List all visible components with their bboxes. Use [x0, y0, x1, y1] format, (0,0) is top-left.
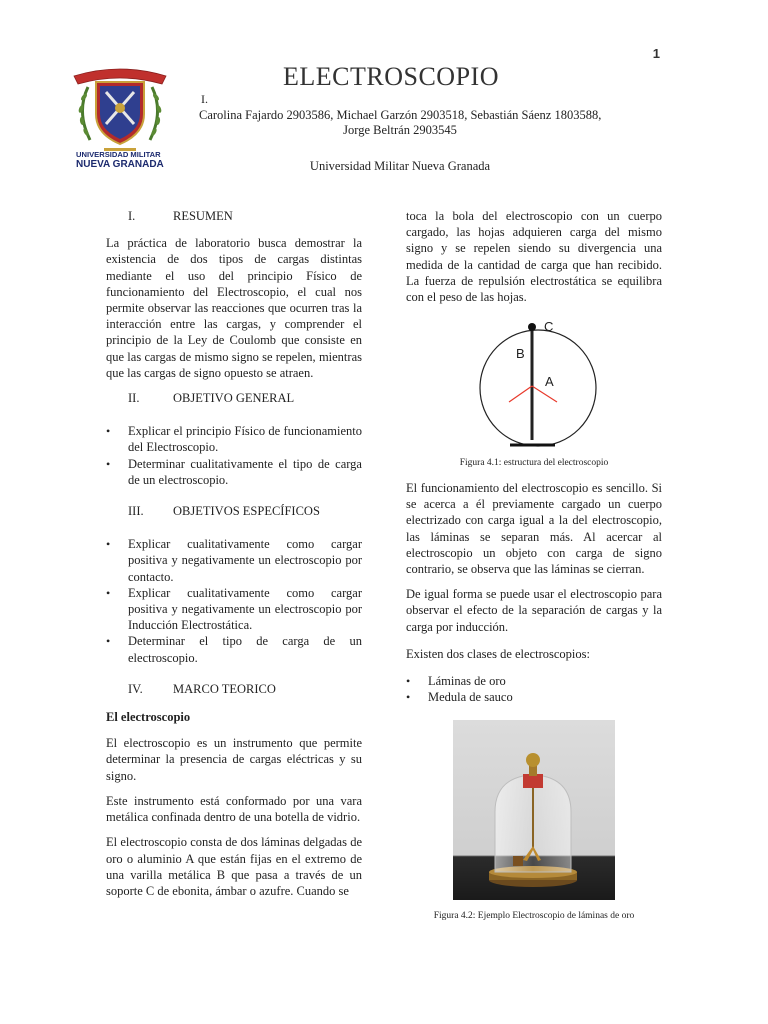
heading-text: OBJETIVO GENERAL — [173, 391, 295, 406]
paragraph: El electroscopio es un instrumento que permite determinar la presencia de cargas eléctricas y su signo. — [106, 736, 362, 783]
university-name: Universidad Militar Nueva Granada — [309, 159, 491, 173]
resumen-heading — [106, 208, 362, 224]
heading-text: MARCO TEORICO — [173, 681, 276, 696]
heading-text: RESUMEN — [173, 209, 233, 223]
list-item: • Determinar el tipo de carga de un electroscopio. — [106, 633, 362, 665]
rod-ball — [528, 323, 536, 331]
paragraph: Este instrumento está conformado por una vara metálica confinada dentro de una botella de vidrio. — [106, 793, 362, 825]
paragraph: Existen dos clases de electroscopios: — [406, 646, 590, 661]
authors-line-1: Carolina Fajardo 2903586, Michael Garzón 2903518, Sebastián Sáenz 1803588, — [199, 108, 602, 122]
resumen-paragraph: La práctica de laboratorio busca demostrar la existencia de dos tipos de cargas distintas mediante el uso del principio Físico de funcionamiento del Electroscopio, el cual nos permite observar las reacciones que ocurren tras la interacción entre las cargas, y comprender el principio de la Ley de Coulomb que consiste en que las cargas de mismo signo se repelen, mientras que las cargas de signo opuesto se atraen. — [106, 236, 362, 380]
list-item: • Explicar cualitativamente como cargar positiva y negativamente un electroscopio por Inducción Electrostática. — [106, 585, 362, 634]
left-column — [106, 208, 362, 899]
objetivos-especificos-list — [106, 536, 362, 666]
label-c: C — [544, 319, 554, 334]
list-item: • Explicar cualitativamente como cargar positiva y negativamente un electroscopio por contacto. — [106, 536, 362, 585]
paragraph: El funcionamiento del electroscopio es sencillo. Si se acerca a él previamente cargado un cuerpo electrizado con carga igual a la del electroscopio, las láminas se separan más. Al acercar al electroscopio un objeto con carga de signo contrario, se observa que las láminas se cierran. — [406, 481, 662, 577]
electroscope-diagram — [473, 316, 603, 452]
electroscope-photo — [453, 720, 615, 900]
subheading: El electroscopio — [106, 710, 191, 725]
heading-number: IV. — [128, 681, 143, 696]
label-a: A — [545, 374, 554, 389]
list-item: • Determinar cualitativamente el tipo de carga de un electroscopio. — [106, 456, 362, 488]
marco-teorico-heading — [106, 681, 362, 697]
logo-line1: UNIVERSIDAD MILITAR — [76, 150, 161, 159]
heading-number: I. — [128, 209, 136, 223]
objetivo-general-heading — [106, 390, 362, 406]
heading-number: III. — [128, 504, 144, 519]
objetivos-especificos-heading — [106, 503, 362, 519]
list-item: • Láminas de oro — [406, 673, 662, 689]
paragraph: toca la bola del electroscopio con un cuerpo cargado, las hojas adquieren carga del mismo signo y se repelen siendo su divergencia una medida de la cantidad de carga que han recibido. La fuerza de repulsión electrostática se equilibra con el peso de las hojas. — [406, 209, 662, 305]
clases-list — [406, 673, 662, 705]
section-number: I. — [201, 92, 208, 106]
heading-text: OBJETIVOS ESPECÍFICOS — [173, 504, 320, 519]
leaf-left — [509, 386, 532, 402]
list-item: • Explicar el principio Físico de funcionamiento del Electroscopio. — [106, 423, 362, 455]
paragraph: El electroscopio consta de dos láminas delgadas de oro o aluminio A que están fijas en el extremo de una varilla metálica B que pasa a través de un soporte C de ebonita, ámbar o azufre. Cuando se — [106, 835, 362, 898]
figure-caption: Figura 4.1: estructura del electroscopio — [459, 458, 609, 468]
label-b: B — [516, 346, 525, 361]
page-title: ELECTROSCOPIO — [283, 62, 499, 91]
list-item: • Medula de sauco — [406, 689, 662, 705]
glass-outline — [480, 330, 596, 446]
objetivo-general-list — [106, 423, 362, 488]
logo-line2: NUEVA GRANADA — [76, 159, 164, 170]
heading-number: II. — [128, 391, 140, 406]
authors-line-2: Jorge Beltrán 2903545 — [343, 123, 457, 137]
right-column-lower — [406, 480, 662, 705]
right-column — [406, 208, 662, 305]
figure-caption: Figura 4.2: Ejemplo Electroscopio de láminas de oro — [433, 911, 635, 921]
page-number: 1 — [652, 46, 660, 61]
paragraph: De igual forma se puede usar el electroscopio para observar el efecto de la separación de cargas y la carga por inducción. — [406, 587, 662, 634]
